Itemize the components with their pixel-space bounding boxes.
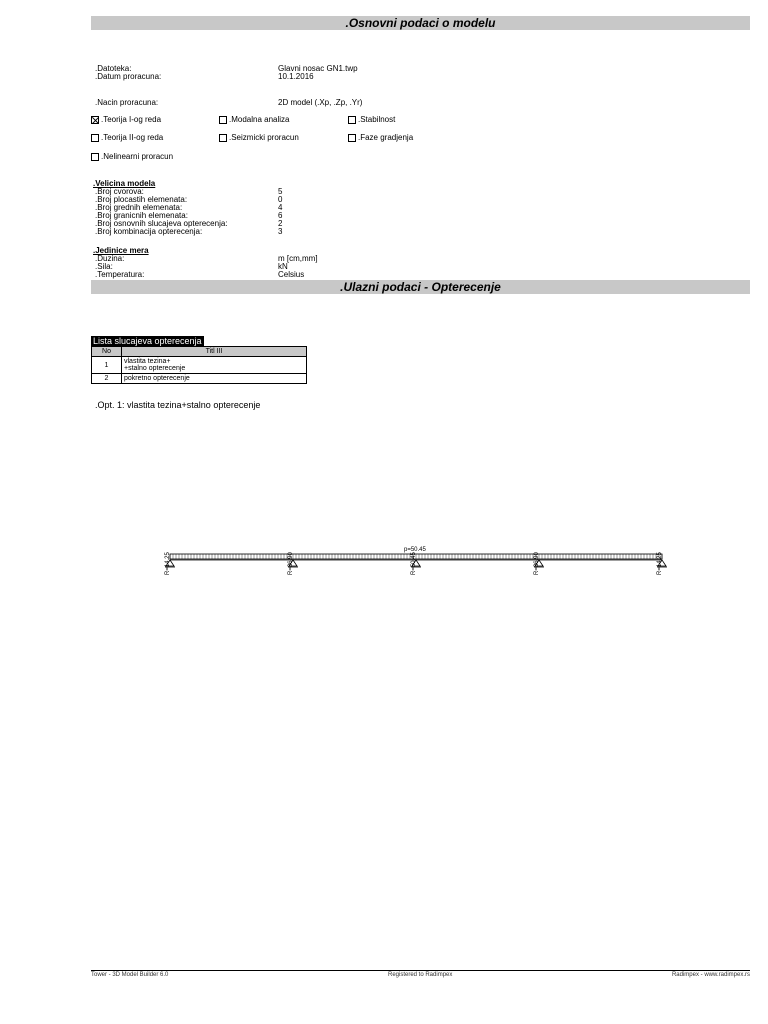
model-size-value: 2	[278, 219, 283, 228]
option-construction-phases[interactable]: .Faze gradjenja	[348, 133, 413, 142]
support-reaction-label: R=50.45	[411, 552, 417, 575]
section-title-basic-data: .Osnovni podaci o modelu	[91, 16, 750, 30]
model-size-value: 6	[278, 211, 283, 220]
support-reaction-label: R=36.90	[534, 552, 540, 575]
model-size-label: .Broj granicnih elemenata:	[95, 211, 188, 220]
model-size-value: 4	[278, 203, 283, 212]
footer-company: Radimpex - www.radimpex.rs	[671, 972, 750, 978]
footer-divider	[91, 970, 750, 971]
model-size-label: .Broj osnovnih slucajeva opterecenja:	[95, 219, 228, 228]
model-size-label: .Broj plocastih elemenata:	[95, 195, 188, 204]
load-case-title: pokretno opterecenje	[122, 374, 307, 384]
unit-value: m [cm,mm]	[278, 254, 318, 263]
model-size-label: .Broj kombinacija opterecenja:	[95, 227, 203, 236]
option-stability[interactable]: .Stabilnost	[348, 115, 395, 124]
option-modal-analysis[interactable]: .Modalna analiza	[219, 115, 289, 124]
date-label: .Datum proracuna:	[95, 72, 162, 81]
load-value-label: p=50.45	[404, 547, 426, 553]
load-case-list-title: Lista slucajeva opterecenja	[93, 336, 202, 346]
load-case-title: vlastita tezina+ +stalno opterecenje	[122, 357, 307, 374]
load-case-no: 2	[92, 374, 122, 384]
support-reaction-label: R=14.25	[657, 552, 663, 575]
footer-registration: Registered to Radimpex	[388, 972, 453, 978]
unit-label: .Temperatura:	[95, 270, 145, 279]
date-value: 10.1.2016	[278, 72, 314, 81]
units-title: .Jedinice mera	[93, 246, 149, 255]
unit-label: .Duzina:	[95, 254, 125, 263]
section-title-load-input: .Ulazni podaci - Opterecenje	[91, 280, 750, 294]
column-header-no: No	[92, 347, 122, 357]
unit-value: Celsius	[278, 270, 305, 279]
model-size-label: .Broj cvorova:	[95, 187, 144, 196]
model-size-label: .Broj grednih elemenata:	[95, 203, 183, 212]
model-size-title: .Velicina modela	[93, 179, 156, 188]
calc-method-label: .Nacin proracuna:	[95, 98, 159, 107]
file-label: .Datoteka:	[95, 64, 132, 73]
option-nonlinear[interactable]: .Nelinearni proracun	[91, 152, 173, 161]
unit-label: .Sila:	[95, 262, 113, 271]
support-reaction-label: R=36.90	[288, 552, 294, 575]
model-size-value: 3	[278, 227, 283, 236]
option-seismic[interactable]: .Seizmicki proracun	[219, 133, 299, 142]
model-size-value: 5	[278, 187, 283, 196]
calc-method-value: 2D model (.Xp, .Zp, .Yr)	[278, 98, 363, 107]
load-case-1-title: .Opt. 1: vlastita tezina+stalno opterecenje	[95, 400, 261, 410]
model-size-value: 0	[278, 195, 283, 204]
load-case-no: 1	[92, 357, 122, 374]
option-first-order-theory[interactable]: .Teorija I-og reda	[91, 115, 161, 124]
support-reaction-label: R=14.25	[165, 552, 171, 575]
file-value: Glavni nosac GN1.twp	[278, 64, 358, 73]
option-second-order-theory[interactable]: .Teorija II-og reda	[91, 133, 163, 142]
column-header-title: Titl III	[122, 347, 307, 357]
unit-value: kN	[278, 262, 288, 271]
footer-software: Tower - 3D Model Builder 6.0	[91, 972, 169, 978]
